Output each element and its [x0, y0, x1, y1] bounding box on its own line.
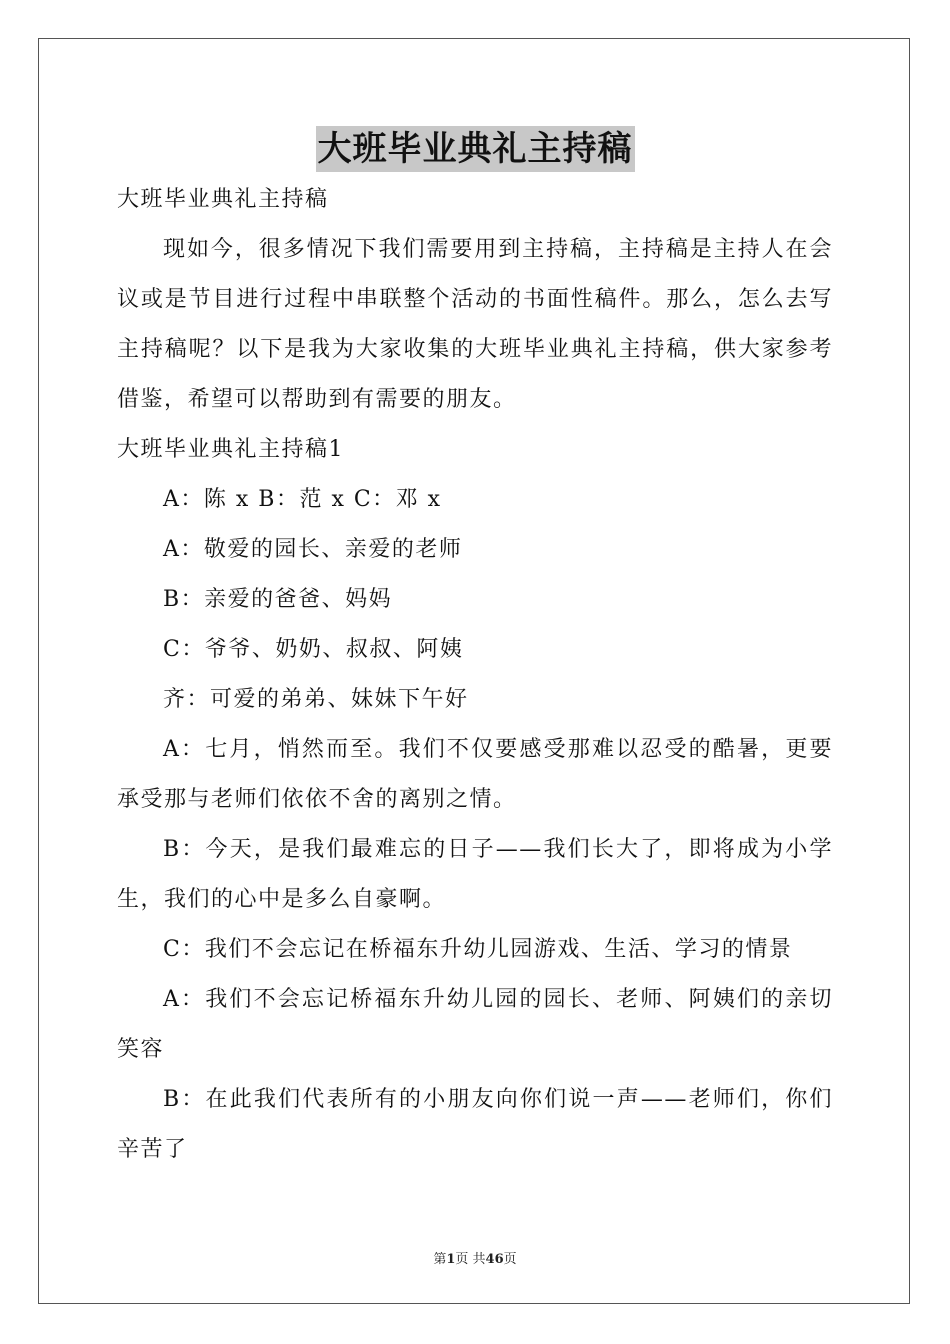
total-pages: 46	[485, 1252, 504, 1267]
paragraph-line: A：七月，悄然而至。我们不仅要感受那难以忍受的酷暑，更要	[163, 737, 833, 762]
greeting-line: C：爷爷、奶奶、叔叔、阿姨	[163, 637, 464, 662]
footer-mid: 页 共	[455, 1252, 486, 1267]
paragraph-line: 承受那与老师们依依不舍的离别之情。	[117, 787, 517, 812]
section-heading: 大班毕业典礼主持稿1	[117, 437, 344, 462]
page-footer	[0, 1248, 950, 1267]
page-number: 1	[446, 1252, 456, 1267]
subtitle: 大班毕业典礼主持稿	[117, 187, 329, 212]
paragraph-line: A：我们不会忘记桥福东升幼儿园的园长、老师、阿姨们的亲切	[163, 987, 833, 1012]
document-body	[117, 180, 833, 1170]
paragraph-line: B：今天，是我们最难忘的日子——我们长大了，即将成为小学	[163, 837, 833, 862]
greeting-line: 齐：可爱的弟弟、妹妹下午好	[163, 687, 469, 712]
paragraph-line: B：在此我们代表所有的小朋友向你们说一声——老师们，你们	[163, 1087, 833, 1112]
paragraph-line: 生，我们的心中是多么自豪啊。	[117, 887, 447, 912]
footer-prefix: 第	[433, 1252, 447, 1267]
paragraph-line: 笑容	[117, 1037, 165, 1062]
paragraph-line: 辛苦了	[117, 1137, 188, 1162]
greeting-line: A：敬爱的园长、亲爱的老师	[163, 537, 463, 562]
intro-line: 借鉴，希望可以帮助到有需要的朋友。	[117, 387, 517, 412]
intro-line: 主持稿呢？以下是我为大家收集的大班毕业典礼主持稿，供大家参考	[117, 337, 833, 362]
paragraph-line: C：我们不会忘记在桥福东升幼儿园游戏、生活、学习的情景	[163, 937, 793, 962]
roles-line: A：陈 x B：范 x C：邓 x	[163, 487, 442, 512]
title-container	[0, 126, 950, 172]
document-title: 大班毕业典礼主持稿	[316, 126, 635, 172]
footer-suffix: 页	[503, 1252, 517, 1267]
intro-line: 现如今，很多情况下我们需要用到主持稿，主持稿是主持人在会	[163, 237, 833, 262]
greeting-line: B：亲爱的爸爸、妈妈	[163, 587, 393, 612]
intro-line: 议或是节目进行过程中串联整个活动的书面性稿件。那么，怎么去写	[117, 287, 833, 312]
